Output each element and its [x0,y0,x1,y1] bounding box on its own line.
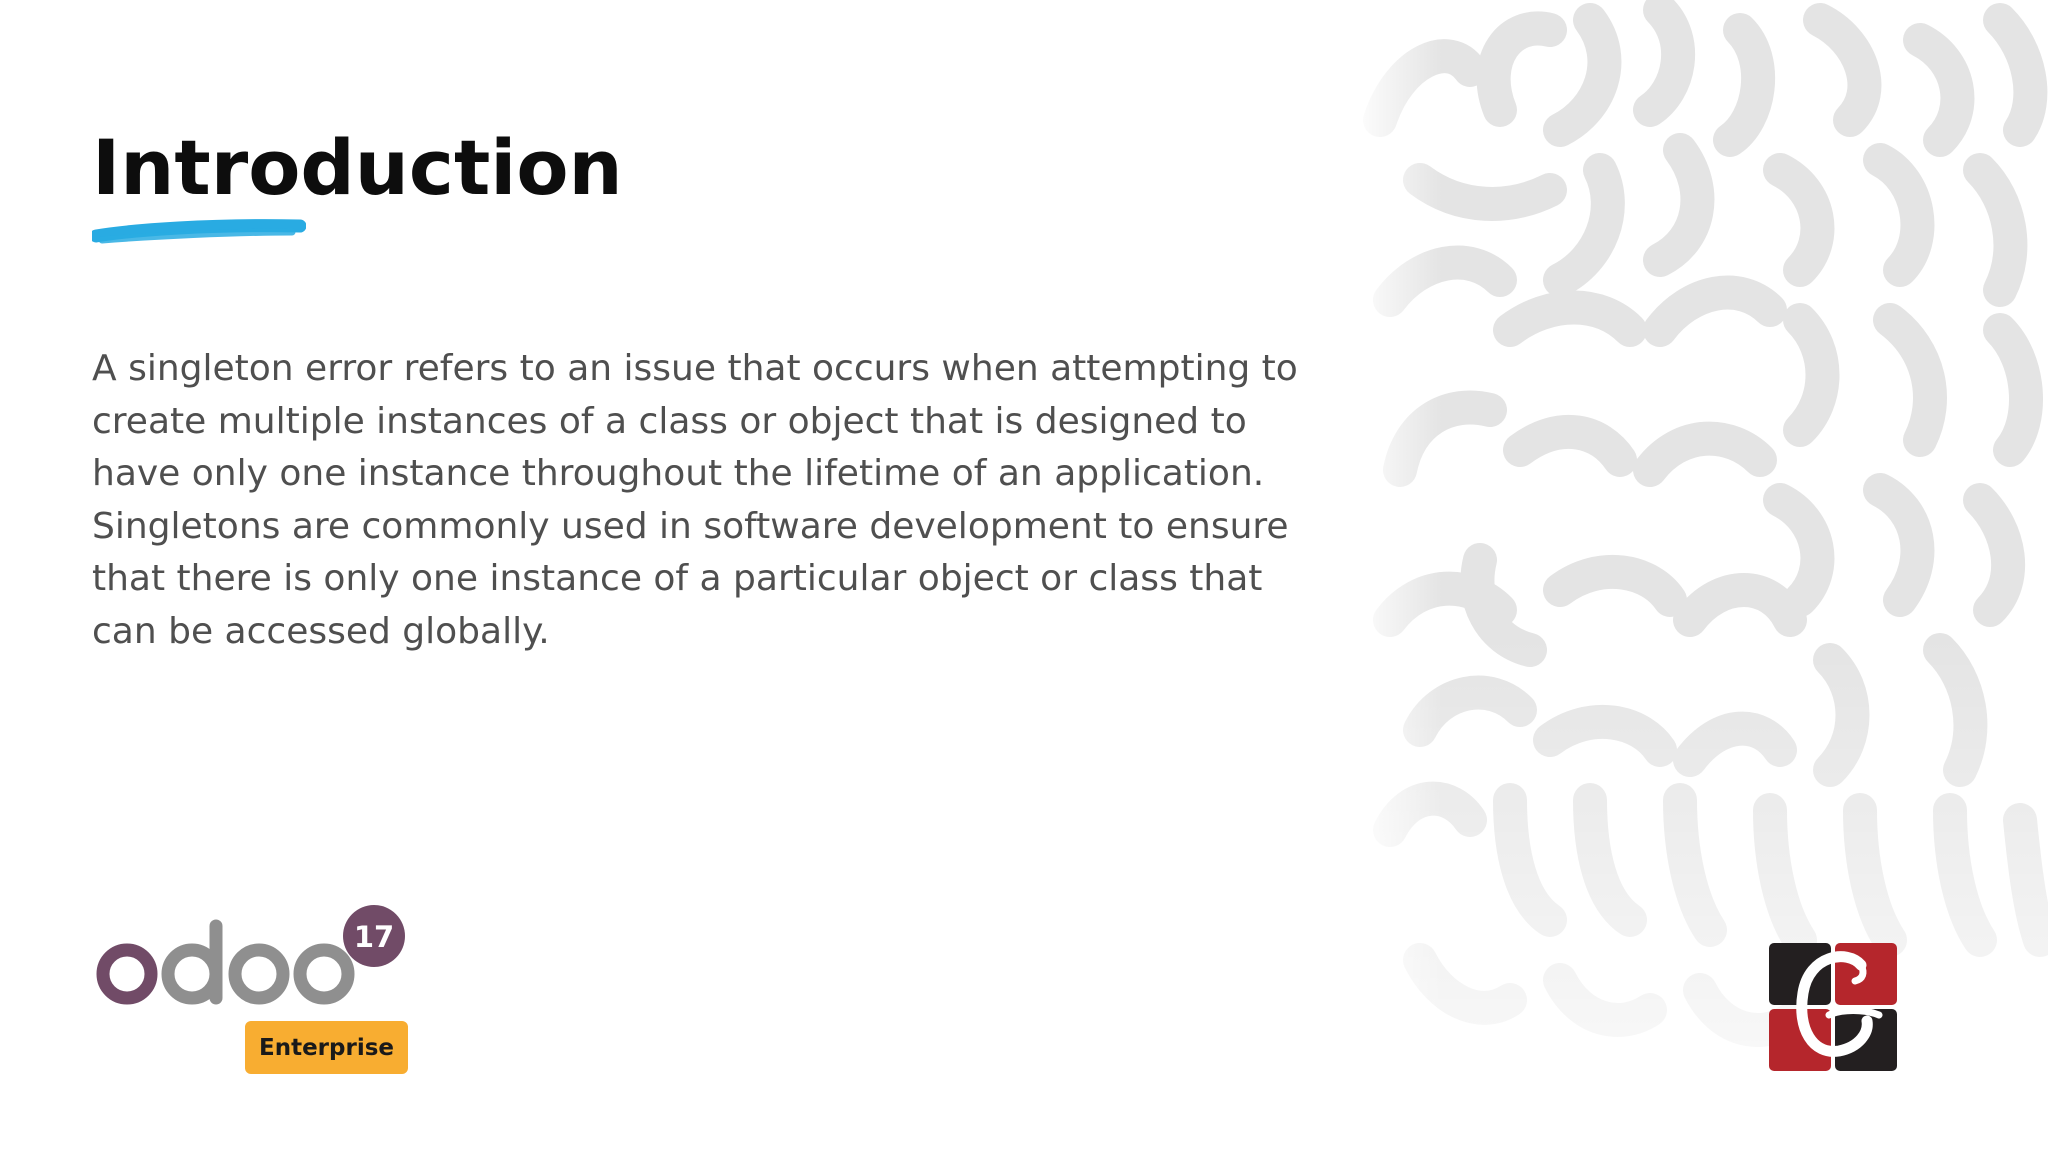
squiggle-pattern-background [1360,0,2048,1152]
odoo-version-label: 17 [353,920,395,954]
cybrosys-logo [1769,943,1897,1071]
odoo-logo [92,896,422,1032]
intro-paragraph: A singleton error refers to an issue that occurs when attempting to create multiple instances of a class or object that is designed to have only one instance throughout the lifetime of an application. Singletons are commonly used in software development to ensure that there is only one instance of a particular object or class that can be accessed globally. [92,348,1298,652]
slide-title: Introduction [92,123,623,212]
enterprise-badge: Enterprise [245,1021,408,1074]
brush-underline-icon [92,212,306,252]
